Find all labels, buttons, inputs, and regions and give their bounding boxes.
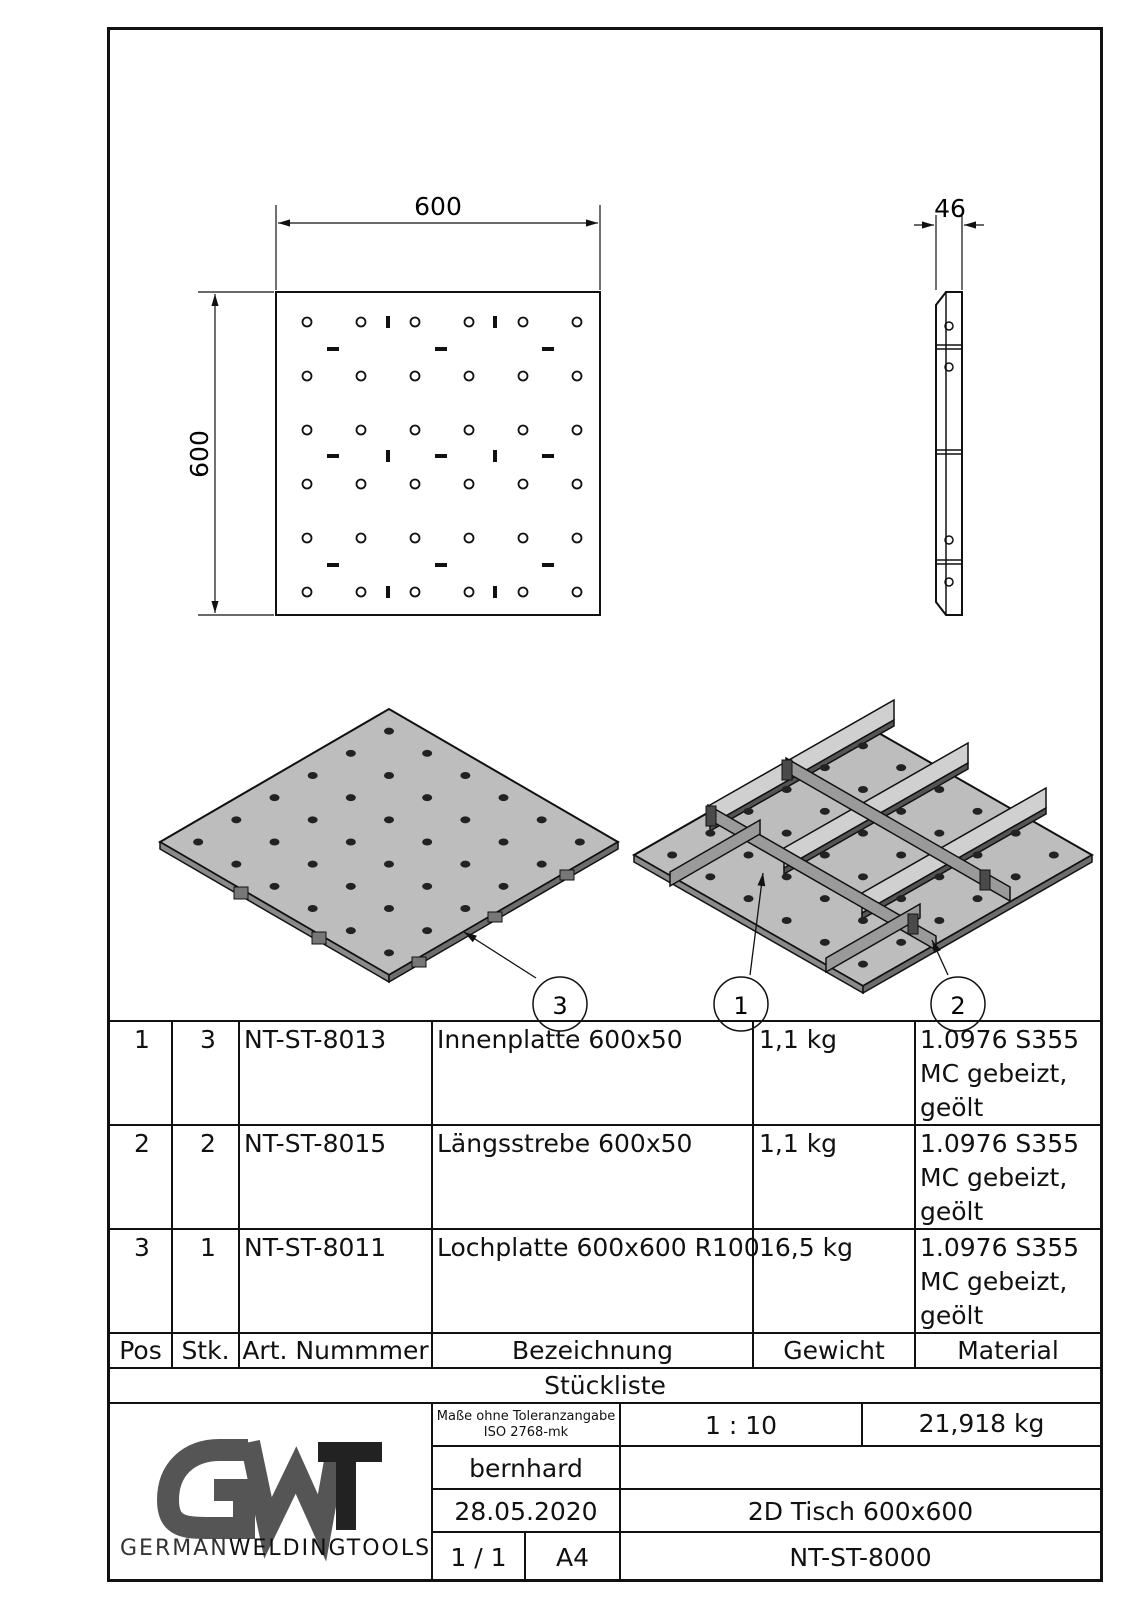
header-qty: Stk. <box>181 1336 230 1365</box>
scale: 1 : 10 <box>704 1411 778 1440</box>
row1-pos: 1 <box>134 1025 150 1054</box>
dim-width-label: 600 <box>414 192 462 221</box>
row2-material-2: MC gebeizt, <box>920 1163 1068 1192</box>
sheet-number: 1 / 1 <box>450 1543 507 1572</box>
iso-view-plate <box>160 709 618 982</box>
total-weight: 21,918 kg <box>918 1409 1045 1438</box>
row1-qty: 3 <box>200 1025 216 1054</box>
row3-pos: 3 <box>134 1233 150 1262</box>
row1-name: Innenplatte 600x50 <box>437 1025 683 1054</box>
gwt-logo-mark <box>168 1442 382 1530</box>
row1-material-3: geölt <box>920 1093 984 1122</box>
row2-article: NT-ST-8015 <box>244 1129 387 1158</box>
drawing-title: 2D Tisch 600x600 <box>747 1497 974 1526</box>
side-view <box>914 194 984 615</box>
brand-name <box>120 1536 432 1561</box>
balloon-3-label: 3 <box>552 992 568 1020</box>
drawing-number: NT-ST-8000 <box>789 1543 932 1572</box>
header-pos: Pos <box>119 1336 162 1365</box>
dim-thickness-label: 46 <box>934 194 966 223</box>
brand-part1: GERMAN <box>120 1536 229 1561</box>
row2-qty: 2 <box>200 1129 216 1158</box>
row1-material-1: 1.0976 S355 <box>920 1025 1080 1054</box>
row2-name: Längsstrebe 600x50 <box>437 1129 693 1158</box>
top-view <box>185 192 600 615</box>
header-weight: Gewicht <box>783 1336 885 1365</box>
row3-qty: 1 <box>200 1233 216 1262</box>
balloon-2-label: 2 <box>950 992 966 1020</box>
row3-weight: 16,5 kg <box>759 1233 853 1262</box>
header-name: Bezeichnung <box>512 1336 673 1365</box>
slot-pattern <box>327 316 554 598</box>
row1-material-2: MC gebeizt, <box>920 1059 1068 1088</box>
row2-weight: 1,1 kg <box>759 1129 838 1158</box>
row3-article: NT-ST-8011 <box>244 1233 387 1262</box>
balloon-1-label: 1 <box>733 992 749 1020</box>
tolerance-note-1: Maße ohne Toleranzangabe <box>436 1409 616 1424</box>
row2-pos: 2 <box>134 1129 150 1158</box>
row3-material-2: MC gebeizt, <box>920 1267 1068 1296</box>
tolerance-note-2: ISO 2768-mk <box>483 1425 569 1440</box>
iso-view-assembly <box>634 700 1092 993</box>
header-material: Material <box>957 1336 1059 1365</box>
row2-material-1: 1.0976 S355 <box>920 1129 1080 1158</box>
author: bernhard <box>469 1454 583 1483</box>
parts-list-caption: Stückliste <box>544 1371 666 1400</box>
row3-material-1: 1.0976 S355 <box>920 1233 1080 1262</box>
row3-material-3: geölt <box>920 1301 984 1330</box>
header-article: Art. Nummmer <box>242 1336 429 1365</box>
paper-format: A4 <box>555 1543 589 1572</box>
date: 28.05.2020 <box>454 1497 598 1526</box>
dim-height-label: 600 <box>185 430 214 478</box>
row1-weight: 1,1 kg <box>759 1025 838 1054</box>
row2-material-3: geölt <box>920 1197 984 1226</box>
row1-article: NT-ST-8013 <box>244 1025 387 1054</box>
row3-name: Lochplatte 600x600 R100 <box>437 1233 760 1262</box>
brand-part2: WELDINGTOOLS <box>228 1536 432 1561</box>
